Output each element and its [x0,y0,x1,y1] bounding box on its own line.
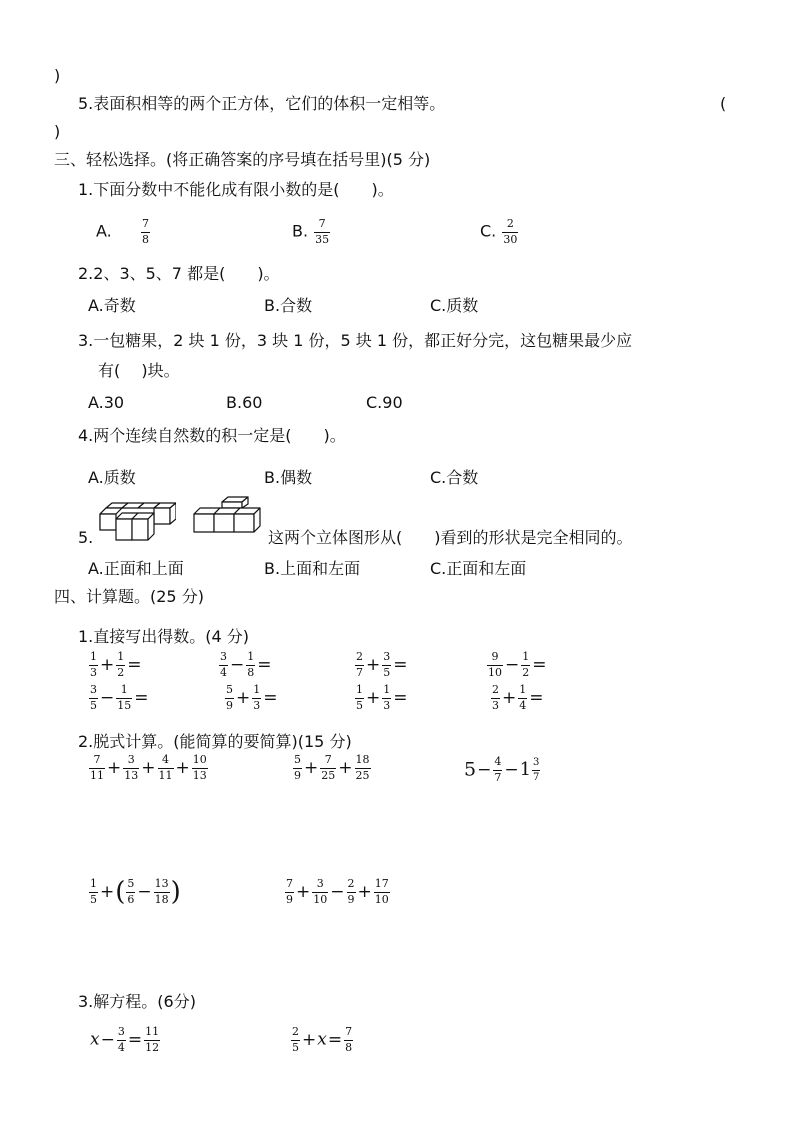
fraction: $\frac{1}{8}$ [247,650,255,679]
fraction: $\frac{1}{3}$ [383,683,391,712]
expression: $\frac{3}{4}$ − $\frac{1}{8}$ = [220,650,272,679]
option-c: C.90 [366,393,403,412]
fraction: $\frac{1}{4}$ [519,683,527,712]
option-a: A.正面和上面 [88,559,184,578]
fraction: $\frac{3}{5}$ [383,650,391,679]
fraction: $\frac{1}{3}$ [253,683,261,712]
option-c: C.质数 [430,296,479,315]
option-label: B. [292,221,309,241]
section-4-heading: 四、计算题。(25 分) [54,587,204,606]
fraction: $\frac{4}{7}$ [494,755,502,784]
fraction: $\frac{7}{9}$ [286,877,293,906]
fraction: $\frac{1}{15}$ [117,683,132,712]
option-b [292,218,331,246]
expression: $\frac{5}{9}$ + $\frac{7}{25}$ + $\frac{18}{25}$ [294,753,370,782]
judge-question-5: 5.表面积相等的两个正方体，它们的体积一定相等。 [78,94,446,113]
fraction: $\frac{2}{9}$ [347,877,355,906]
expression: 5− $\frac{4}{7}$ −1 $\frac{3}{7}$ [464,755,540,784]
cube-figure-1 [98,502,176,542]
fraction: $\frac{10}{13}$ [192,753,207,782]
problem-1-title: 1.直接写出得数。(4 分) [78,627,250,646]
choice-question-3-cont: 有( )块。 [98,361,180,380]
fraction: $\frac{2}{5}$ [292,1025,299,1054]
fraction: $\frac{3}{5}$ [90,683,97,712]
option-a: A.30 [88,393,125,412]
expression: $\frac{2}{3}$ + $\frac{1}{4}$ = [492,683,544,712]
fraction: $\frac{1}{2}$ [522,650,530,679]
expression: $\frac{1}{5}$ + $\frac{1}{3}$ = [356,683,408,712]
paren-close: ) [54,66,61,85]
fraction: $\frac{9}{10}$ [488,650,502,679]
equation: $\frac{2}{5}$ +x= $\frac{7}{8}$ [292,1025,353,1054]
cube-figure-2 [192,496,268,534]
choice-question-3: 3.一包糖果，2 块 1 份，3 块 1 份，5 块 1 份，都正好分完，这包糖果最少应 [78,331,633,350]
fraction: $\frac{5}{9}$ [294,753,301,782]
option-a: A.奇数 [88,296,136,315]
problem-2-title: 2.脱式计算。(能简算的要简算)(15 分) [78,732,352,751]
fraction: $\frac{7}{35}$ [315,217,330,246]
choice-question-4: 4.两个连续自然数的积一定是( )。 [78,426,346,445]
fraction: $\frac{11}{12}$ [145,1025,160,1054]
expression: $\frac{9}{10}$ − $\frac{1}{2}$ = [488,650,547,679]
option-label: A. [96,221,112,241]
fraction: $\frac{7}{8}$ [345,1025,353,1054]
fraction: $\frac{4}{11}$ [158,753,173,782]
fraction: $\frac{1}{5}$ [90,877,97,906]
problem-3-title: 3.解方程。(6分) [78,992,196,1011]
choice-question-5-number: 5. [78,528,94,547]
expression: $\frac{2}{7}$ + $\frac{3}{5}$ = [356,650,408,679]
expression: $\frac{3}{5}$ − $\frac{1}{15}$ = [90,683,149,712]
fraction: $\frac{5}{6}$ [127,877,135,906]
expression: $\frac{7}{9}$ + $\frac{3}{10}$ − $\frac{2}{9}$ + $\frac{17}{10}$ [286,877,389,906]
choice-question-2: 2.2、3、5、7 都是( )。 [78,264,280,283]
expression: $\frac{1}{3}$ + $\frac{1}{2}$ = [90,650,142,679]
fraction: $\frac{13}{18}$ [154,877,169,906]
option-c: C.合数 [430,468,479,487]
option-a [96,218,151,246]
fraction: $\frac{17}{10}$ [374,877,389,906]
option-c: C.正面和左面 [430,559,527,578]
fraction: $\frac{7}{8}$ [141,217,149,246]
fraction: $\frac{3}{13}$ [124,753,139,782]
option-b: B.60 [226,393,263,412]
expression: $\frac{5}{9}$ + $\frac{1}{3}$ = [226,683,278,712]
option-c [480,218,519,246]
fraction: $\frac{7}{25}$ [321,753,336,782]
equation: x− $\frac{3}{4}$ = $\frac{11}{12}$ [90,1025,160,1054]
option-b: B.上面和左面 [264,559,361,578]
expression: $\frac{1}{5}$ +( $\frac{5}{6}$ − $\frac{13}{18}$ ) [90,877,181,908]
section-3-heading: 三、轻松选择。(将正确答案的序号填在括号里)(5 分) [54,150,431,169]
choice-question-1: 1.下面分数中不能化成有限小数的是( )。 [78,180,394,199]
mixed-number: 1 $\frac{3}{7}$ [519,757,540,783]
option-b: B.合数 [264,296,313,315]
fraction: $\frac{18}{25}$ [355,753,370,782]
fraction: $\frac{1}{3}$ [90,650,97,679]
expression: $\frac{7}{11}$ + $\frac{3}{13}$ + $\frac{4}{11}$ + $\frac{10}{13}$ [90,753,207,782]
fraction: $\frac{2}{3}$ [492,683,499,712]
fraction: $\frac{2}{7}$ [356,650,363,679]
fraction: $\frac{3}{10}$ [313,877,328,906]
option-label: C. [480,221,497,241]
fraction: $\frac{1}{2}$ [117,650,125,679]
fraction: $\frac{3}{4}$ [220,650,227,679]
paren-close: ) [54,122,61,141]
fraction: $\frac{3}{4}$ [117,1025,125,1054]
option-a: A.质数 [88,468,136,487]
fraction: $\frac{1}{5}$ [356,683,363,712]
fraction: $\frac{2}{30}$ [503,217,518,246]
fraction: $\frac{7}{11}$ [90,753,104,782]
answer-paren-open: ( [720,94,727,113]
choice-question-5: 这两个立体图形从( )看到的形状是完全相同的。 [268,528,633,547]
fraction: $\frac{5}{9}$ [226,683,233,712]
option-b: B.偶数 [264,468,313,487]
